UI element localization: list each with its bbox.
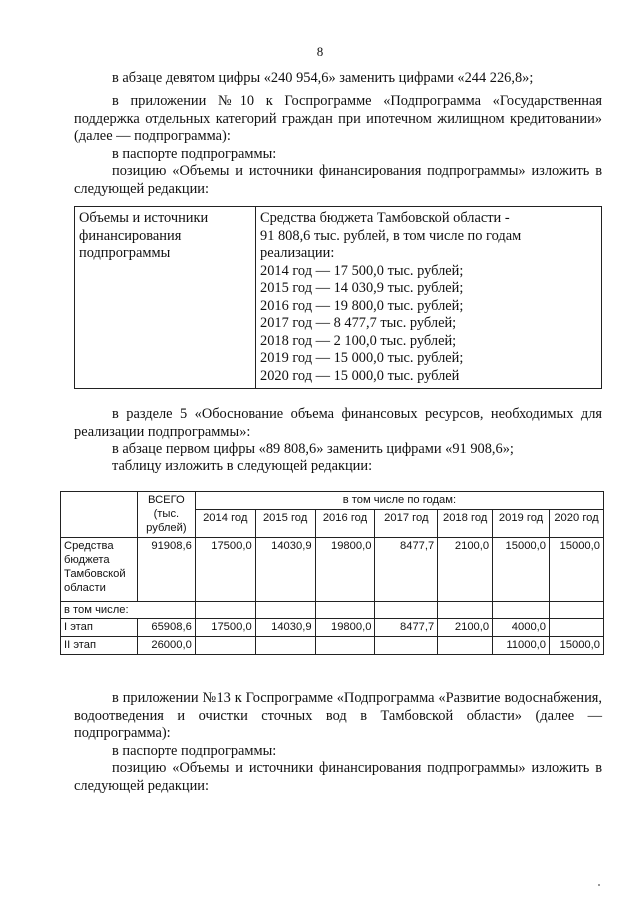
row-value: 19800,0 <box>315 619 375 637</box>
passport-line: Средства бюджета Тамбовской области - <box>260 210 510 226</box>
scan-speck <box>598 884 600 886</box>
passport-line: 2017 год — 8 477,7 тыс. рублей; <box>260 315 457 331</box>
header-years-group: в том числе по годам: <box>195 492 603 510</box>
passport-value-cell <box>256 207 602 389</box>
row-value: 4000,0 <box>493 619 550 637</box>
row-value: 15000,0 <box>550 538 604 602</box>
row-value <box>493 602 550 619</box>
paragraph-abzac-nine: в абзаце девятом цифры «240 954,6» заменить цифрами «244 226,8»; <box>112 70 534 86</box>
header-year: 2017 год <box>375 510 438 538</box>
row-value: 17500,0 <box>195 538 255 602</box>
row-value: 14030,9 <box>255 619 315 637</box>
header-year: 2016 год <box>315 510 375 538</box>
row-value: 15000,0 <box>493 538 550 602</box>
header-year: 2019 год <box>493 510 550 538</box>
row-value: 14030,9 <box>255 538 315 602</box>
row-label: Средства бюджета Тамбовской области <box>61 538 138 602</box>
row-value <box>315 637 375 655</box>
passport-label-cell: Объемы и источники финансирования подпрограммы <box>75 207 256 389</box>
table-row <box>61 602 604 619</box>
passport-line: 2019 год — 15 000,0 тыс. рублей; <box>260 350 464 366</box>
row-value <box>195 602 255 619</box>
paragraph-passport-2: в паспорте подпрограммы: <box>112 743 277 759</box>
passport-line: реализации: <box>260 245 335 261</box>
header-year: 2018 год <box>438 510 493 538</box>
row-total: 65908,6 <box>137 619 195 637</box>
row-value <box>375 637 438 655</box>
paragraph-section-5: в разделе 5 «Обоснование объема финансовых ресурсов, необходимых для реализации подпрограммы»: <box>74 406 602 440</box>
passport-line: 2014 год — 17 500,0 тыс. рублей; <box>260 262 464 279</box>
header-total: ВСЕГО (тыс. рублей) <box>137 492 195 538</box>
passport-line: 2020 год — 15 000,0 тыс. рублей <box>260 367 460 384</box>
header-year: 2015 год <box>255 510 315 538</box>
row-value <box>315 602 375 619</box>
paragraph-appendix-13: в приложении №13 к Госпрограмме «Подпрограмма «Развитие водоснабжения, водоотведения и очистки сточных вод в Тамбовской области» (далее — подпрограмма): <box>74 690 602 741</box>
paragraph-position-2: позицию «Объемы и источники финансирования подпрограммы» изложить в следующей редакции: <box>74 760 602 794</box>
header-year: 2014 год <box>195 510 255 538</box>
paragraph-passport: в паспорте подпрограммы: <box>112 146 277 162</box>
row-value: 15000,0 <box>550 637 604 655</box>
table-row <box>61 637 604 655</box>
row-value <box>375 602 438 619</box>
row-label: II этап <box>61 637 138 655</box>
row-total: 91908,6 <box>137 538 195 602</box>
passport-line: 2016 год — 19 800,0 тыс. рублей; <box>260 297 464 314</box>
row-value <box>550 602 604 619</box>
row-value <box>255 637 315 655</box>
finance-table <box>60 491 604 655</box>
passport-line: 91 808,6 тыс. рублей, в том числе по годам <box>260 227 522 244</box>
passport-table <box>74 206 602 389</box>
table-row <box>61 619 604 637</box>
row-value: 8477,7 <box>375 619 438 637</box>
row-value <box>195 637 255 655</box>
row-total: 26000,0 <box>137 637 195 655</box>
row-value <box>550 619 604 637</box>
row-value <box>255 602 315 619</box>
paragraph-position: позицию «Объемы и источники финансирования подпрограммы» изложить в следующей редакции: <box>74 163 602 197</box>
passport-line: 2018 год — 2 100,0 тыс. рублей; <box>260 332 457 349</box>
paragraph-appendix-10: в приложении №10 к Госпрограмме «Подпрограмма «Государственная поддержка отдельных категорий граждан при ипотечном жилищном кредитовании» (далее — подпрограмма): <box>74 93 602 144</box>
row-value <box>438 602 493 619</box>
row-value: 8477,7 <box>375 538 438 602</box>
page-number: 8 <box>316 44 324 59</box>
paragraph-first-abzac: в абзаце первом цифры «89 808,6» заменить цифрами «91 908,6»; <box>112 441 514 457</box>
row-label: I этап <box>61 619 138 637</box>
table-row <box>61 538 604 602</box>
header-empty-cell <box>61 492 138 538</box>
passport-line: 2015 год — 14 030,9 тыс. рублей; <box>260 280 464 296</box>
paragraph-table-intro: таблицу изложить в следующей редакции: <box>112 458 373 474</box>
row-label: в том числе: <box>61 602 196 619</box>
row-value <box>438 637 493 655</box>
row-value: 19800,0 <box>315 538 375 602</box>
header-year: 2020 год <box>550 510 604 538</box>
row-value: 11000,0 <box>493 637 550 655</box>
row-value: 17500,0 <box>195 619 255 637</box>
row-value: 2100,0 <box>438 538 493 602</box>
row-value: 2100,0 <box>438 619 493 637</box>
